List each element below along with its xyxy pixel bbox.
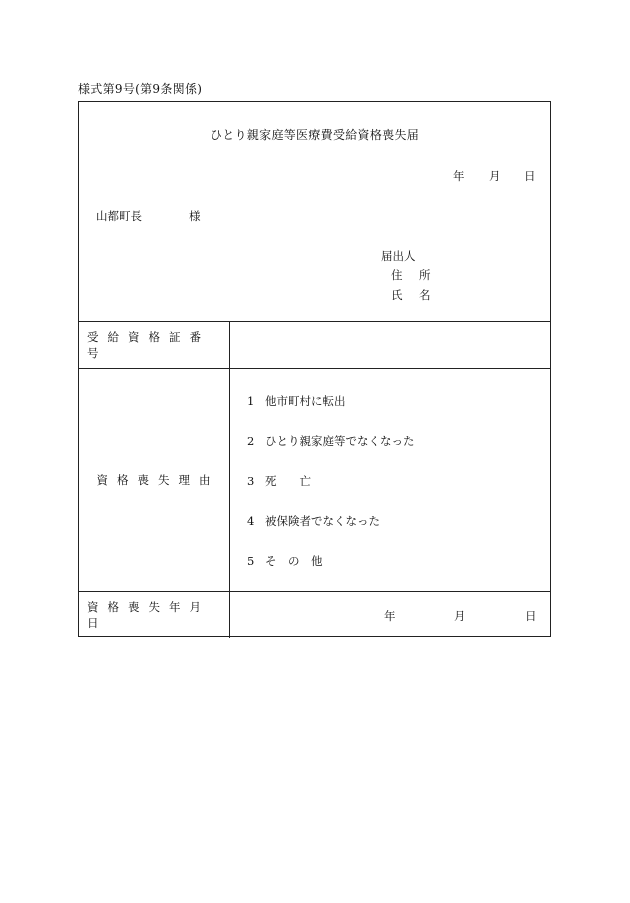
reason-option-text: ひとり親家庭等でなくなった — [265, 434, 415, 448]
loss-date-year-label: 年 — [384, 609, 396, 623]
loss-date-day-label: 日 — [525, 609, 537, 623]
loss-reason-label: 資格喪失理由 — [79, 369, 230, 591]
reason-option[interactable] — [247, 433, 415, 449]
submission-date-year-label: 年 — [453, 169, 465, 183]
loss-reason-row — [79, 369, 550, 592]
name-label-char-1: 氏 — [391, 288, 403, 302]
reason-option-text: 死 亡 — [265, 474, 311, 488]
reason-option-text: そ の 他 — [265, 554, 323, 568]
submission-date-day-label: 日 — [524, 169, 536, 183]
reason-option-number: 3 — [247, 474, 255, 488]
form-number: 様式第9号(第9条関係) — [78, 82, 203, 96]
addressee-name: 山都町長 — [96, 209, 142, 223]
address-label-char-2: 所 — [419, 268, 431, 282]
address-label-char-1: 住 — [391, 268, 403, 282]
loss-date-row — [79, 592, 550, 638]
name-label-char-2: 名 — [419, 288, 431, 302]
reason-option-text: 被保険者でなくなった — [265, 514, 380, 528]
header-block — [79, 102, 550, 322]
form-sheet — [78, 101, 551, 637]
reason-option-number: 1 — [247, 394, 255, 408]
reason-option-text: 他市町村に転出 — [265, 394, 346, 408]
certificate-number-row — [79, 321, 550, 369]
reason-option[interactable] — [247, 513, 380, 529]
form-title: ひとり親家庭等医療費受給資格喪失届 — [209, 128, 420, 142]
reason-option-number: 2 — [247, 434, 255, 448]
loss-date-month-label: 月 — [454, 609, 466, 623]
reason-option[interactable] — [247, 553, 323, 569]
reason-option[interactable] — [247, 393, 346, 409]
submission-date-month-label: 月 — [489, 169, 501, 183]
reason-option-number: 5 — [247, 554, 255, 568]
certificate-number-label: 受給資格証番号 — [79, 321, 230, 368]
loss-date-label: 資格喪失年月日 — [79, 592, 230, 638]
applicant-label: 届出人 — [381, 249, 416, 263]
reason-option[interactable] — [247, 473, 311, 489]
reason-option-number: 4 — [247, 514, 255, 528]
addressee-honorific: 様 — [189, 209, 201, 223]
